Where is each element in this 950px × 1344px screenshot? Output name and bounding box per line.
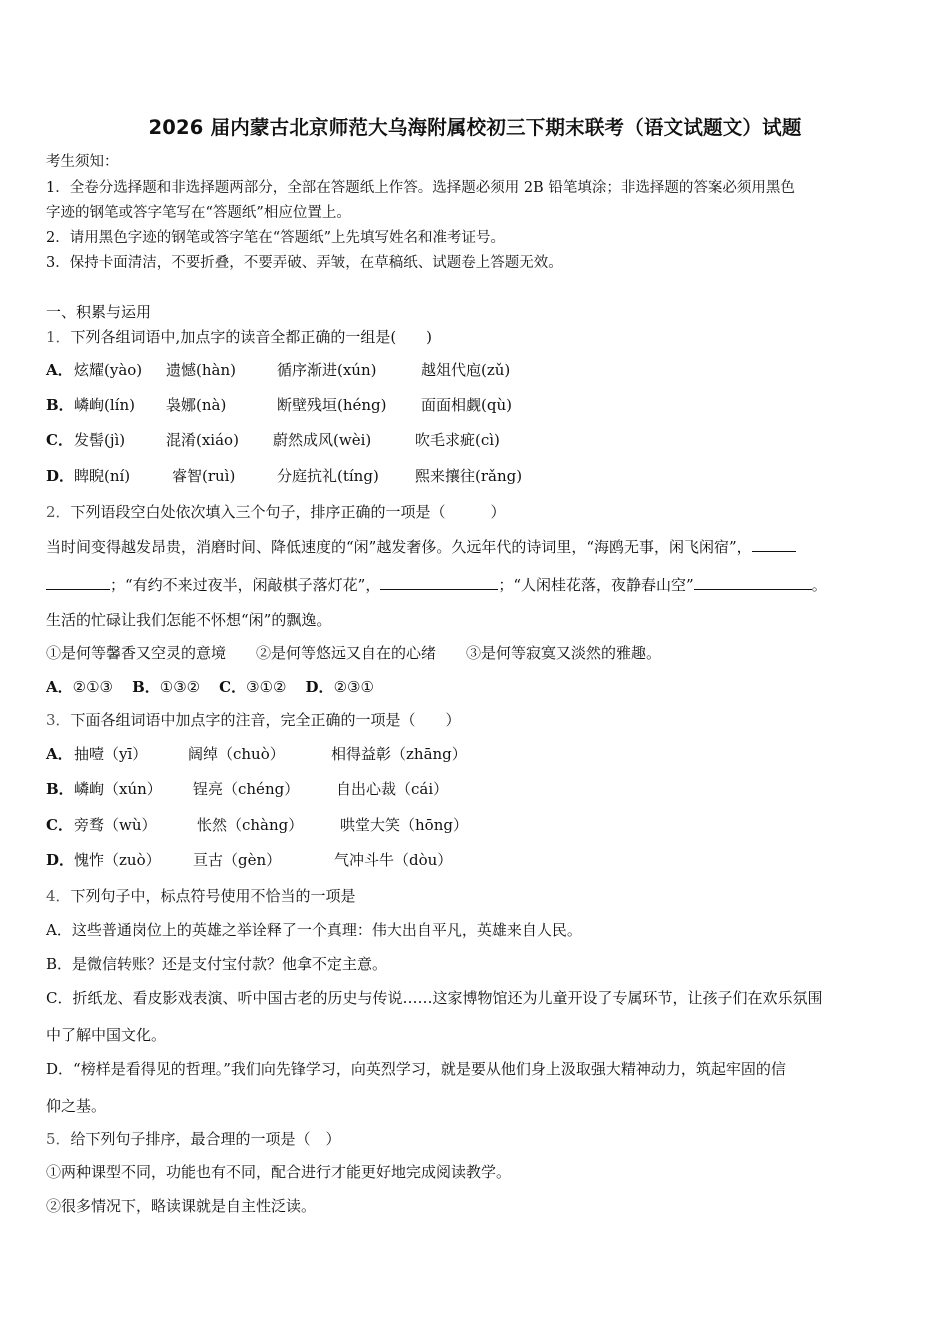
choice-c[interactable]: C．③①② <box>219 678 287 696</box>
question-stem: 给下列句子排序，最合理的一项是（ ） <box>70 1130 341 1148</box>
option-item: 自出心裁（cái） <box>336 780 449 798</box>
option-label: B． <box>46 396 74 414</box>
option-item: 睿智(ruì) <box>172 467 236 485</box>
option-label: B． <box>46 780 74 798</box>
option-label: D． <box>46 851 75 869</box>
notice-line-1-cont: 字迹的钢笔或答字笔写在“答题纸”相应位置上。 <box>46 205 351 221</box>
option-item: 嶙峋(lín) <box>74 396 135 414</box>
q4-option-d-cont: 仰之基。 <box>46 1097 107 1115</box>
q2-choices <box>46 677 374 697</box>
option-item: 旁骛（wù） <box>74 816 157 834</box>
question-stem: 下列各组词语中,加点字的读音全都正确的一组是( ) <box>70 328 433 346</box>
option-item: 面面相觑(qù) <box>421 396 512 414</box>
option-item: 愧怍（zuò） <box>74 851 161 869</box>
question-stem: 下面各组词语中加点字的注音，完全正确的一项是（ ） <box>70 711 461 729</box>
q4-option-c[interactable]: C．折纸龙、看皮影戏表演、听中国古老的历史与传说……这家博物馆还为儿童开设了专属环节，让孩子们在欢乐氛围 <box>46 989 823 1007</box>
question-4 <box>46 886 356 906</box>
question-number: 3． <box>46 711 71 729</box>
answer-blank[interactable] <box>46 574 110 590</box>
option-item: 断壁残垣(héng) <box>277 396 387 414</box>
question-1 <box>46 327 432 347</box>
notice-heading: 考生须知： <box>46 154 119 170</box>
choice-a[interactable]: A．②①③ <box>46 678 113 696</box>
option-item: 发髻(jì) <box>74 431 126 449</box>
question-2 <box>46 502 506 522</box>
question-number: 1． <box>46 328 71 346</box>
option-item: 吹毛求疵(cì) <box>415 431 500 449</box>
question-number: 4． <box>46 887 71 905</box>
passage-line-1 <box>46 536 796 557</box>
option-item: 越俎代庖(zǔ) <box>421 361 511 379</box>
option-item: 嶙峋（xún） <box>74 780 162 798</box>
option-label: D． <box>46 467 75 485</box>
question-5 <box>46 1129 341 1149</box>
q4-option-a[interactable]: A．这些普通岗位上的英雄之举诠释了一个真理：伟大出自平凡，英雄来自人民。 <box>46 921 582 939</box>
passage-text: 当时间变得越发昂贵，消磨时间、降低速度的“闲”越发奢侈。久远年代的诗词里，“海鸥无事，闲飞闲宿”， <box>46 538 752 556</box>
option-item: 相得益彰（zhāng） <box>331 745 467 763</box>
question-number: 2． <box>46 503 71 521</box>
question-3 <box>46 710 461 730</box>
question-stem: 下列语段空白处依次填入三个句子，排序正确的一项是（ ） <box>70 503 506 521</box>
passage-line-2 <box>46 574 827 595</box>
option-item: 亘古（gèn） <box>193 851 282 869</box>
notice-line-3: 3．保持卡面清洁，不要折叠，不要弄破、弄皱，在草稿纸、试题卷上答题无效。 <box>46 255 563 271</box>
choice-b[interactable]: B．①③② <box>132 678 201 696</box>
option-item: 熙来攘往(rǎng) <box>415 467 523 485</box>
option-item: 循序渐进(xún) <box>277 361 377 379</box>
question-number: 5． <box>46 1130 71 1148</box>
option-item: 炫耀(yào) <box>74 361 143 379</box>
option-label: C． <box>46 816 73 834</box>
q4-option-c-cont: 中了解中国文化。 <box>46 1026 167 1044</box>
page-title: 2026 届内蒙古北京师范大乌海附属校初三下期末联考（语文试题文）试题 <box>148 116 802 139</box>
option-item: 抽噎（yī） <box>74 745 148 763</box>
notice-line-2: 2．请用黑色字迹的钢笔或答字笔在“答题纸”上先填写姓名和准考证号。 <box>46 230 506 246</box>
option-label: A． <box>46 361 73 379</box>
section-heading: 一、积累与运用 <box>46 303 152 321</box>
option-item: 怅然（chàng） <box>197 816 304 834</box>
option-label: A． <box>46 745 73 763</box>
question-stem: 下列句子中，标点符号使用不恰当的一项是 <box>70 887 356 905</box>
passage-text: 。 <box>811 576 827 594</box>
option-item: 睥睨(ní) <box>74 467 131 485</box>
q5-sentence-1: ①两种课型不同，功能也有不同，配合进行才能更好地完成阅读教学。 <box>46 1163 512 1181</box>
answer-blank[interactable] <box>694 574 812 590</box>
option-item: 蔚然成风(wèi) <box>273 431 372 449</box>
answer-blank[interactable] <box>380 574 498 590</box>
passage-text: ；“有约不来过夜半，闲敲棋子落灯花”， <box>110 576 381 594</box>
q5-sentence-2: ②很多情况下，略读课就是自主性泛读。 <box>46 1197 317 1215</box>
q4-option-b[interactable]: B．是微信转账？还是支付宝付款？他拿不定主意。 <box>46 955 388 973</box>
option-item: 混淆(xiáo) <box>166 431 239 449</box>
option-item: 分庭抗礼(tíng) <box>277 467 379 485</box>
option-item: 袅娜(nà) <box>166 396 227 414</box>
option-item: 锃亮（chéng） <box>193 780 300 798</box>
option-item: 阔绰（chuò） <box>188 745 285 763</box>
q4-option-d[interactable]: D．“榜样是看得见的哲理。”我们向先锋学习，向英烈学习，就是要从他们身上汲取强大精神动力，筑起牢固的信 <box>46 1060 786 1078</box>
choice-d[interactable]: D．②③① <box>305 678 374 696</box>
passage-text: ；“人闲桂花落，夜静春山空” <box>498 576 694 594</box>
notice-line-1: 1．全卷分选择题和非选择题两部分，全部在答题纸上作答。选择题必须用 2B 铅笔填涂；非选择题的答案必须用黑色 <box>46 180 795 196</box>
sentence-options: ①是何等馨香又空灵的意境 ②是何等悠远又自在的心绪 ③是何等寂寞又淡然的雅趣。 <box>46 644 662 662</box>
option-item: 气冲斗牛（dòu） <box>334 851 453 869</box>
option-label: C． <box>46 431 73 449</box>
option-item: 哄堂大笑（hōng） <box>340 816 468 834</box>
passage-line-3: 生活的忙碌让我们怎能不怀想“闲”的飘逸。 <box>46 611 332 629</box>
option-item: 遗憾(hàn) <box>166 361 236 379</box>
answer-blank[interactable] <box>752 536 796 552</box>
